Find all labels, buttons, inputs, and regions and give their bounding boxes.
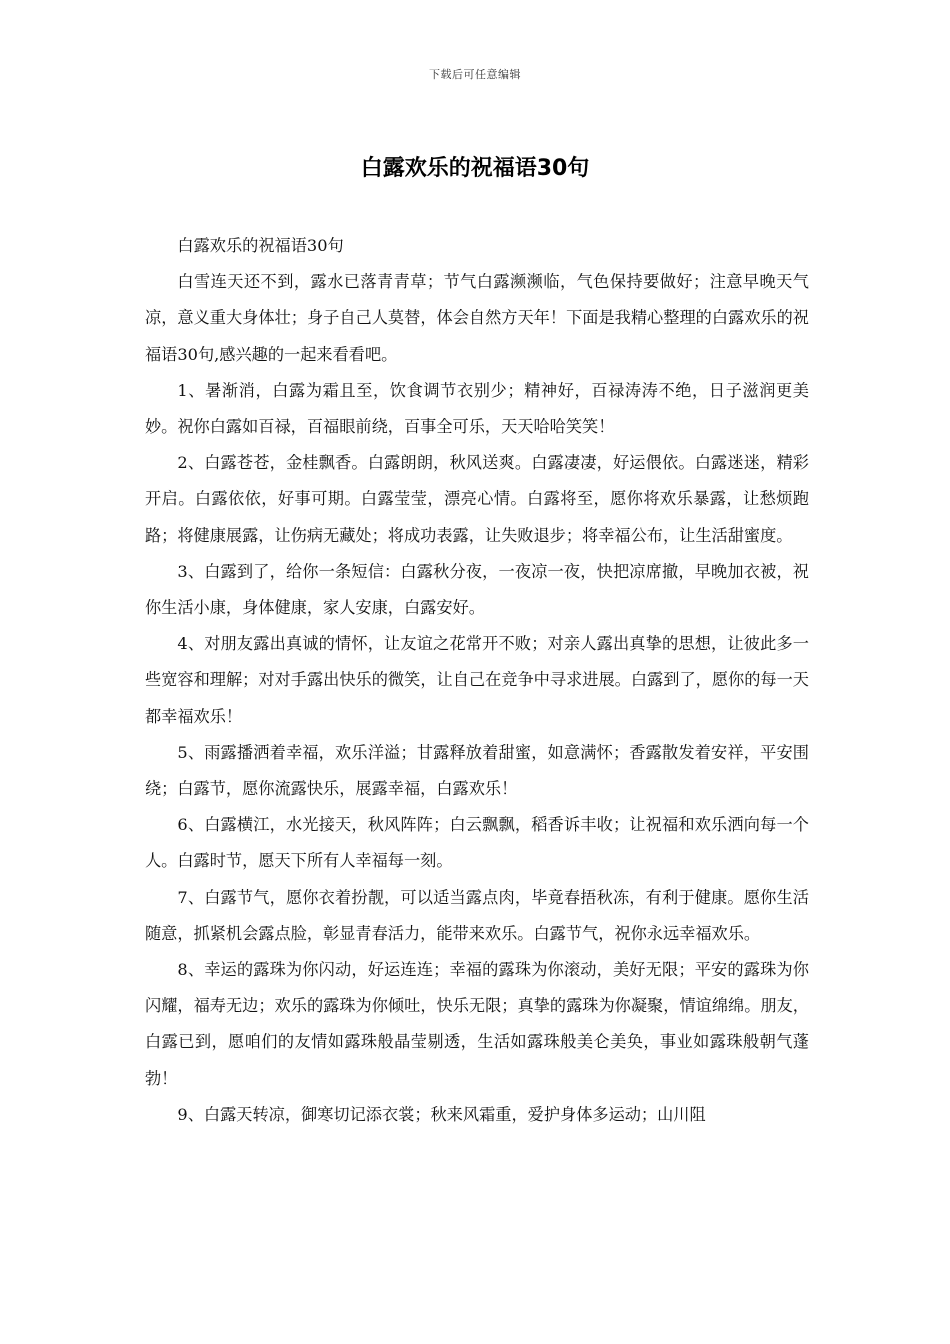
paragraph-item-6: 6、白露横江，水光接天，秋风阵阵；白云飘飘，稻香诉丰收；让祝福和欢乐洒向每一个人。白露时节，愿天下所有人幸福每一刻。 — [145, 815, 809, 871]
paragraph-item-2: 2、白露苍苍，金桂飘香。白露朗朗，秋风送爽。白露凄凄，好运偎依。白露迷迷，精彩开启。白露依依，好事可期。白露莹莹，漂亮心情。白露将至，愿你将欢乐暴露，让愁烦跑路；将健康展露，让伤病无藏处；将成功表露，让失败退步；将幸福公布，让生活甜蜜度。 — [145, 453, 809, 545]
paragraph-intro: 白雪连天还不到，露水已落青青草；节气白露濒濒临，气色保持要做好；注意早晚天气凉，意义重大身体壮；身子自己人莫替，体会自然方天年！下面是我精心整理的白露欢乐的祝福语30句,感兴趣的一起来看看吧。 — [145, 272, 809, 364]
paragraph-item-5: 5、雨露播洒着幸福，欢乐洋溢；甘露释放着甜蜜，如意满怀；香露散发着安祥，平安围绕；白露节，愿你流露快乐，展露幸福，白露欢乐！ — [145, 742, 809, 799]
paragraph-item-8: 8、幸运的露珠为你闪动，好运连连；幸福的露珠为你滚动，美好无限；平安的露珠为你闪耀，福寿无边；欢乐的露珠为你倾吐，快乐无限；真挚的露珠为你凝聚，情谊绵绵。朋友，白露已到，愿咱们的友情如露珠般晶莹剔透，生活如露珠般美仑美奂，事业如露珠般朝气蓬勃！ — [145, 960, 809, 1088]
paragraph-item-7: 7、白露节气，愿你衣着扮靓，可以适当露点肉，毕竟春捂秋冻，有利于健康。愿你生活随意，抓紧机会露点脸，彰显青春活力，能带来欢乐。白露节气，祝你永远幸福欢乐。 — [145, 887, 809, 943]
paragraph-subtitle: 白露欢乐的祝福语30句 — [177, 236, 344, 255]
document-title: 白露欢乐的祝福语30句 — [360, 156, 590, 181]
paragraph-item-3: 3、白露到了，给你一条短信：白露秋分夜，一夜凉一夜，快把凉席撤，早晚加衣被，祝你生活小康，身体健康，家人安康，白露安好。 — [145, 561, 809, 618]
page-header-note: 下载后可任意编辑 — [429, 68, 521, 81]
document-body — [145, 228, 809, 1133]
paragraph-item-9: 9、白露天转凉，御寒切记添衣裳；秋来风霜重，爱护身体多运动；山川阻 — [177, 1104, 706, 1124]
paragraph-item-4: 4、对朋友露出真诚的情怀，让友谊之花常开不败；对亲人露出真挚的思想，让彼此多一些宽容和理解；对对手露出快乐的微笑，让自己在竞争中寻求进展。白露到了，愿你的每一天都幸福欢乐！ — [145, 634, 809, 726]
paragraph-item-1: 1、暑渐消，白露为霜且至，饮食调节衣别少；精神好，百禄涛涛不绝，日子滋润更美妙。祝你白露如百禄，百福眼前绕，百事全可乐，天天哈哈笑笑！ — [145, 380, 809, 437]
